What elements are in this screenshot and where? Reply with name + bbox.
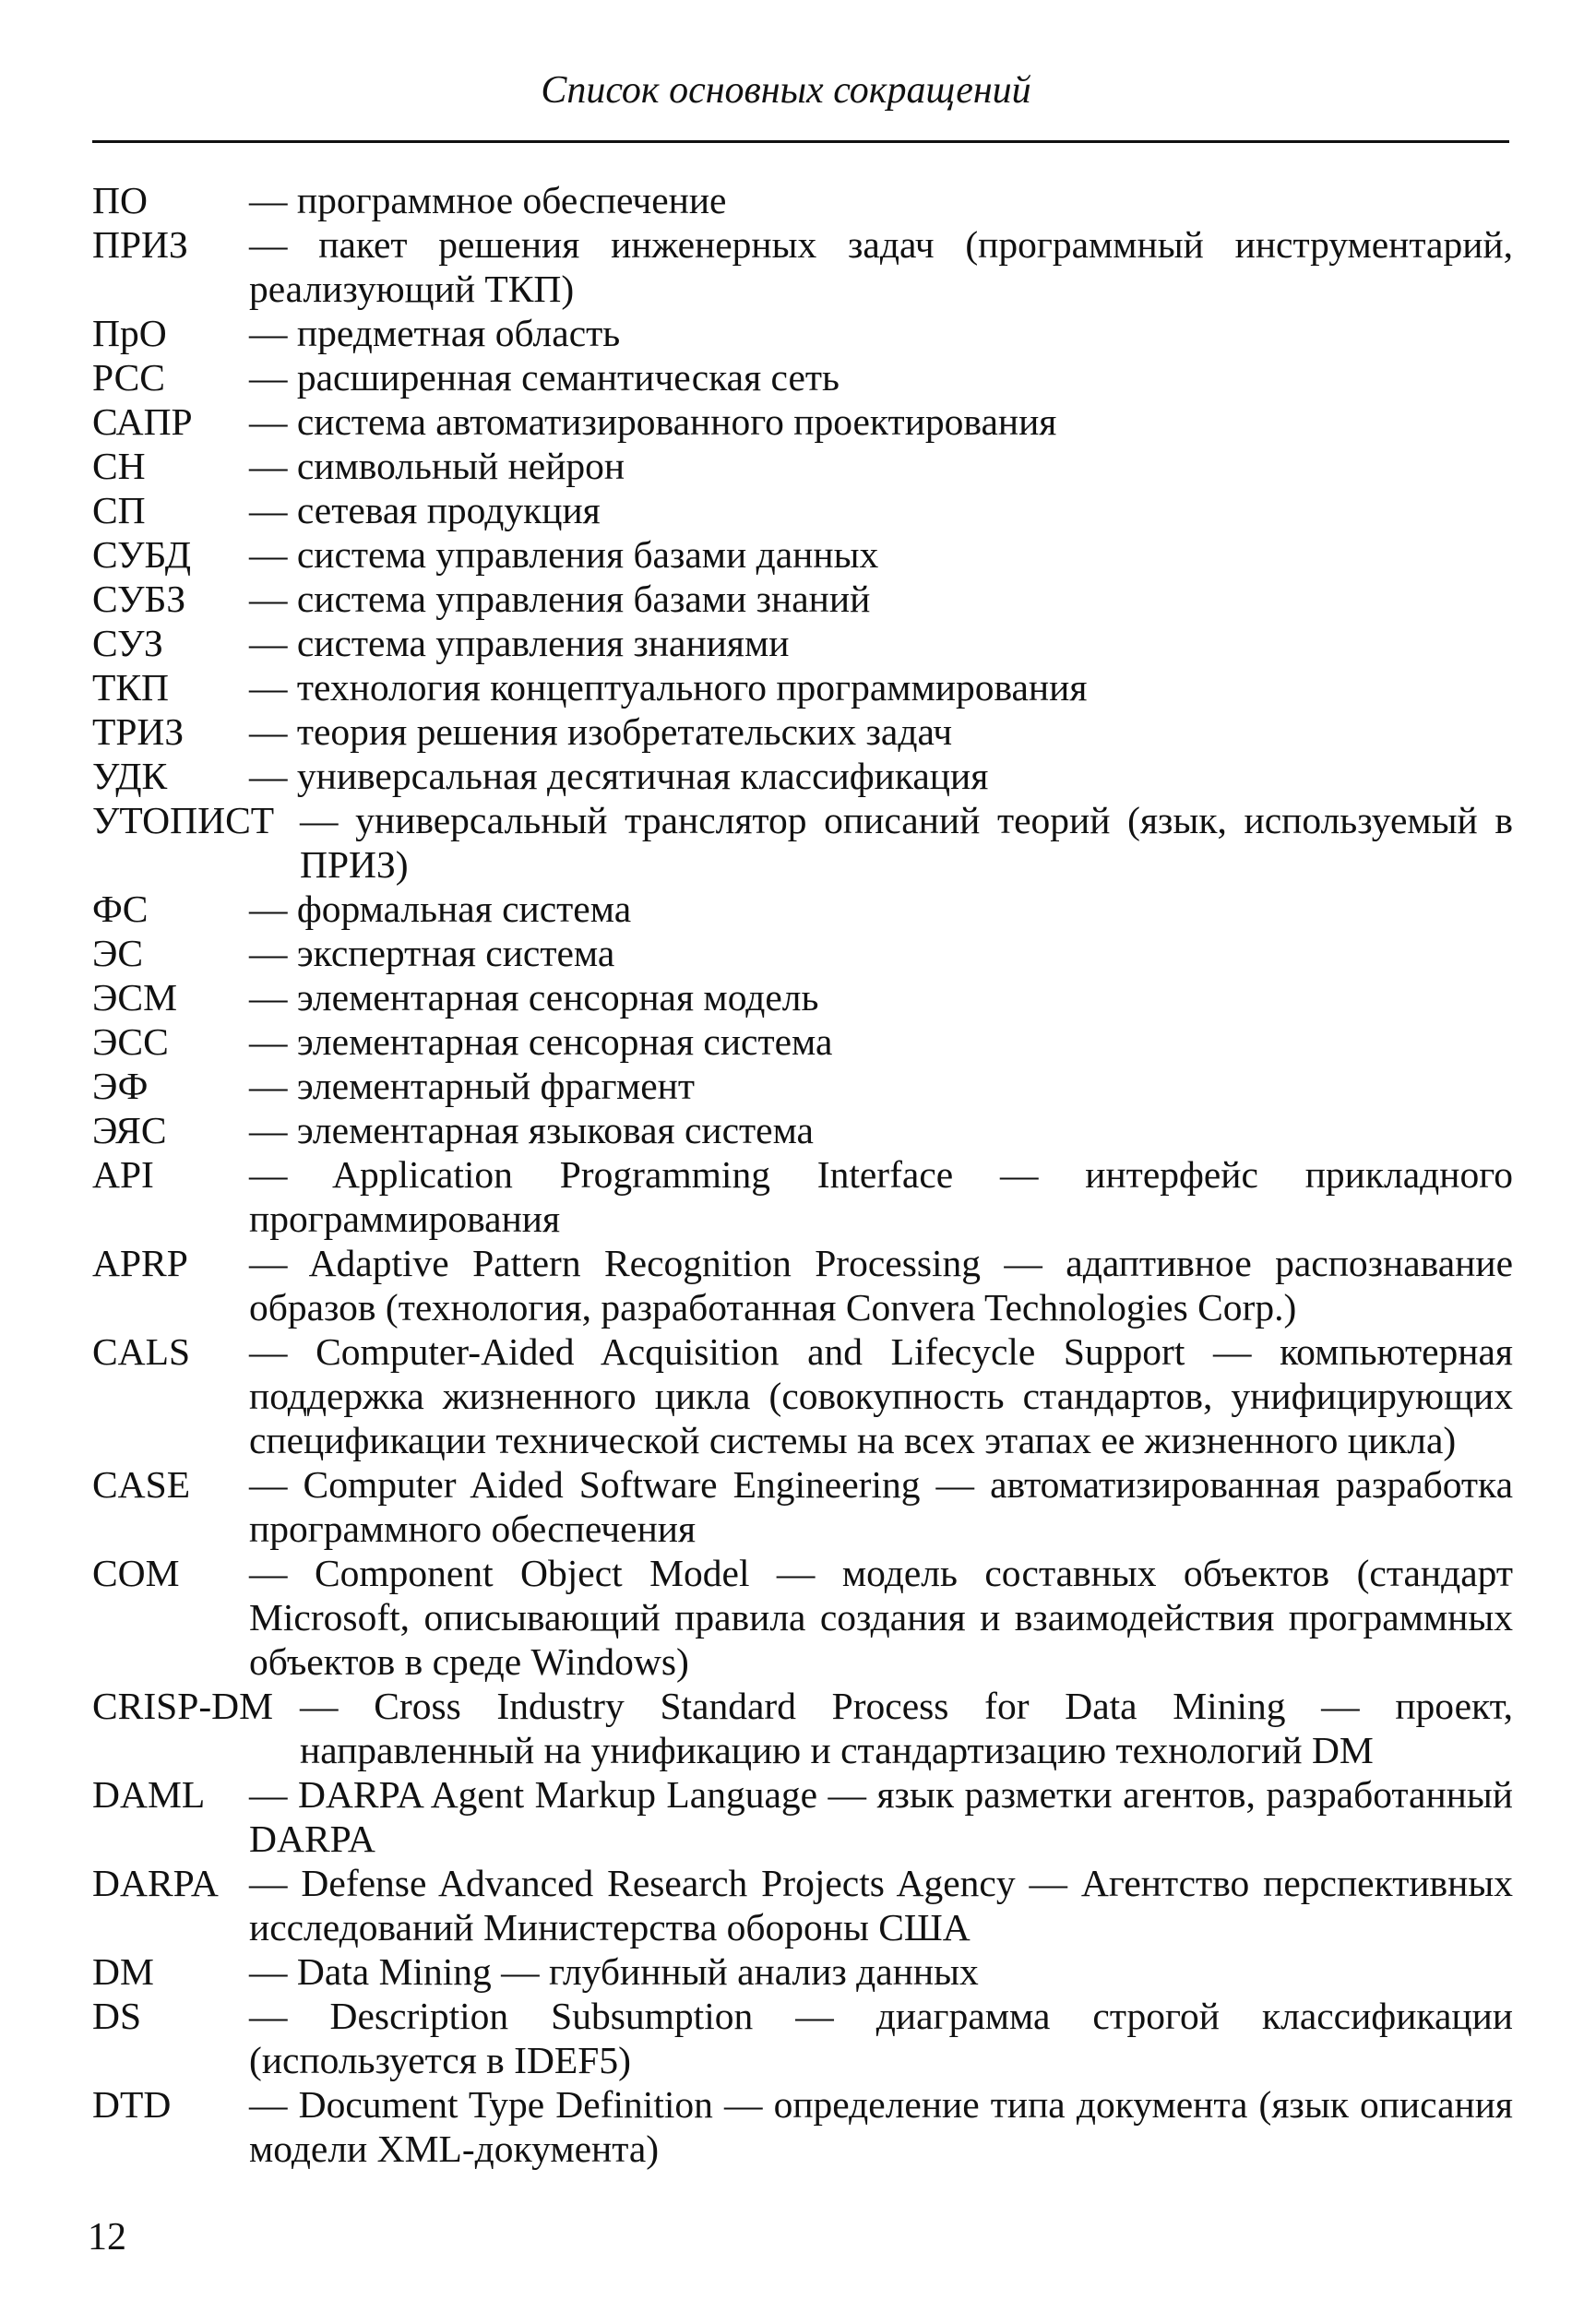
list-item	[92, 665, 1513, 709]
definition: — элементарная языковая система	[249, 1109, 814, 1151]
abbreviation: API	[92, 1153, 154, 1196]
list-item	[92, 488, 1513, 532]
list-item	[92, 178, 1513, 222]
list-item	[92, 1949, 1513, 1994]
list-item	[92, 2082, 1513, 2171]
list-item	[92, 798, 1513, 887]
list-item	[92, 444, 1513, 488]
abbreviation: COM	[92, 1552, 180, 1594]
abbreviation: ПО	[92, 179, 148, 221]
definition: — элементарная сенсорная система	[249, 1020, 833, 1063]
list-item	[92, 532, 1513, 577]
abbreviation: DTD	[92, 2083, 172, 2126]
running-title: Список основных сокращений	[541, 69, 1031, 112]
list-item	[92, 1108, 1513, 1152]
list-item	[92, 1241, 1513, 1329]
definition: — универсальный транслятор описаний теорий (язык, используемый в ПРИЗ)	[300, 799, 1513, 886]
list-item	[92, 1329, 1513, 1462]
abbreviation: ТРИЗ	[92, 710, 185, 753]
abbreviation: ЭСМ	[92, 976, 177, 1019]
definition: — технология концептуального программирования	[249, 666, 1088, 709]
abbreviation: ТКП	[92, 666, 169, 709]
abbreviation-list	[92, 178, 1513, 2171]
abbreviation: САПР	[92, 400, 193, 443]
abbreviation: APRP	[92, 1242, 188, 1284]
list-item	[92, 754, 1513, 798]
abbreviation: CASE	[92, 1463, 191, 1506]
definition: — теория решения изобретательских задач	[249, 710, 953, 753]
abbreviation: DARPA	[92, 1862, 219, 1904]
abbreviation: CRISP-DM	[92, 1685, 274, 1727]
list-item	[92, 975, 1513, 1019]
definition: — система автоматизированного проектирования	[249, 400, 1057, 443]
definition: — Application Programming Interface — интерфейс прикладного программирования	[249, 1153, 1513, 1240]
definition: — Defense Advanced Research Projects Agency — Агентство перспективных исследований Министерства обороны США	[249, 1862, 1513, 1949]
definition: — Computer-Aided Acquisition and Lifecycle Support — компьютерная поддержка жизненного цикла (совокупность стандартов, унифицирующих спецификации технической системы на всех этапах ее жизненного цикла)	[249, 1330, 1513, 1461]
abbreviation: ЭС	[92, 932, 144, 974]
definition: — предметная область	[249, 312, 621, 354]
abbreviation: СУБД	[92, 533, 192, 576]
definition: — расширенная семантическая сеть	[249, 356, 840, 399]
abbreviation: DM	[92, 1950, 154, 1993]
abbreviation: CALS	[92, 1330, 191, 1373]
definition: — Description Subsumption — диаграмма строгой классификации (используется в IDEF5)	[249, 1995, 1513, 2081]
definition: — программное обеспечение	[249, 179, 727, 221]
abbreviation: УТОПИСТ	[92, 799, 275, 841]
definition: — пакет решения инженерных задач (программный инструментарий, реализующий ТКП)	[249, 223, 1513, 310]
list-item	[92, 1861, 1513, 1949]
list-item	[92, 887, 1513, 931]
abbreviation: УДК	[92, 755, 168, 797]
list-item	[92, 931, 1513, 975]
abbreviation: ПрО	[92, 312, 167, 354]
abbreviation: DAML	[92, 1773, 206, 1816]
list-item	[92, 222, 1513, 311]
abbreviation: ПРИЗ	[92, 223, 188, 266]
definition: — система управления базами данных	[249, 533, 879, 576]
definition: — Adaptive Pattern Recognition Processing — адаптивное распознавание образов (технология, разработанная Convera Technologies Corp.)	[249, 1242, 1513, 1329]
list-item	[92, 399, 1513, 444]
abbreviation: DS	[92, 1995, 142, 2037]
definition: — Document Type Definition — определение типа документа (язык описания модели XML-документа)	[249, 2083, 1513, 2170]
page-number: 12	[88, 2216, 126, 2258]
list-item	[92, 1064, 1513, 1108]
definition: — универсальная десятичная классификация	[249, 755, 989, 797]
list-item	[92, 1019, 1513, 1064]
definition: — экспертная система	[249, 932, 615, 974]
abbreviation: ЭФ	[92, 1065, 149, 1107]
definition: — Cross Industry Standard Process for Data Mining — проект, направленный на унификацию и стандартизацию технологий DM	[300, 1685, 1513, 1771]
list-item	[92, 1684, 1513, 1772]
list-item	[92, 1462, 1513, 1551]
list-item	[92, 577, 1513, 621]
abbreviation: СП	[92, 489, 146, 531]
abbreviation: СУЗ	[92, 622, 163, 664]
list-item	[92, 1772, 1513, 1861]
list-item	[92, 1551, 1513, 1684]
abbreviation: ЭСС	[92, 1020, 169, 1063]
list-item	[92, 311, 1513, 355]
abbreviation: СН	[92, 445, 146, 487]
list-item	[92, 355, 1513, 399]
abbreviation: РСС	[92, 356, 165, 399]
list-item	[92, 709, 1513, 754]
definition: — система управления знаниями	[249, 622, 790, 664]
definition: — сетевая продукция	[249, 489, 601, 531]
definition: — Data Mining — глубинный анализ данных	[249, 1950, 979, 1993]
abbreviation: ЭЯС	[92, 1109, 167, 1151]
abbreviation: ФС	[92, 888, 149, 930]
definition: — элементарная сенсорная модель	[249, 976, 819, 1019]
definition: — элементарный фрагмент	[249, 1065, 696, 1107]
list-item	[92, 1994, 1513, 2082]
definition: — символьный нейрон	[249, 445, 625, 487]
abbreviation: СУБЗ	[92, 578, 186, 620]
definition: — система управления базами знаний	[249, 578, 871, 620]
definition: — Component Object Model — модель составных объектов (стандарт Microsoft, описывающий правила создания и взаимодействия программных объектов в среде Windows)	[249, 1552, 1513, 1683]
definition: — Computer Aided Software Engineering — автоматизированная разработка программного обеспечения	[249, 1463, 1513, 1550]
list-item	[92, 621, 1513, 665]
definition: — DARPA Agent Markup Language — язык разметки агентов, разработанный DARPA	[249, 1773, 1513, 1860]
header-rule	[92, 140, 1509, 143]
definition: — формальная система	[249, 888, 632, 930]
list-item	[92, 1152, 1513, 1241]
